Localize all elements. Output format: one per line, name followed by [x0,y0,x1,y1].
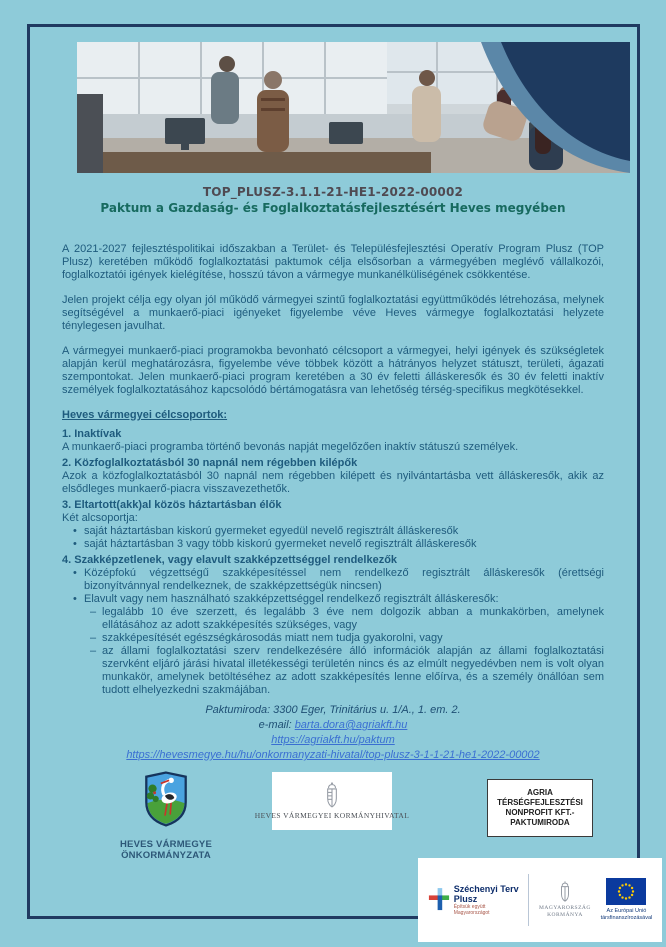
agria-caption: AGRIA TÉRSÉGFEJLESZTÉSI NONPROFIT KFT.- PAKTUMIRODA [497,788,583,827]
paragraph-3: A vármegyei munkaerő-piaci programokba bevonható célcsoport a vármegyei, helyi igények és szükségletek alapján kerül meghatározásra, figyelembe véve többek között a hátrányos helyzet státuszt, területi, ágazati szempontokat. Jelen munkaerő-piaci program keretében a 30 év feletti álláskeresők és 30 év feletti inaktív személyek foglalkoztatásához kapcsolódó bértámogatásra van lehetőség térség-specifikus megkötésekkel. [62,345,604,396]
footer-divider [528,874,529,926]
funding-logos-box [418,858,662,942]
email-link[interactable]: barta.dora@agriakft.hu [294,719,408,731]
paragraph-2: Jelen projekt célja egy olyan jól működő vármegyei szintű foglalkoztatási együttműködés létrehozása, melynek segítségével a munkaerő-piaci igényeket figyelembe véve Heves vármegye foglalkoztatási helyzete ténylegesen javulhat. [62,294,604,332]
group-4-bullet-1: • Középfokú végzettségű szakképesítéssel nem rendelkező regisztrált álláskeresők (érettségi bizonyítvánnyal rendelkeznek, de szakképzettségük nincsen) [62,567,604,593]
agria-logo-box [487,779,593,837]
szechenyi-plus-icon [428,887,450,913]
group-4-bullet-2: • Elavult vagy nem használható szakképzettséggel rendelkező regisztrált álláskeresők: [62,593,604,606]
group-3-bullet-2: • saját háztartásban 3 vagy több kiskorú gyermeket nevelő regisztrált álláskeresők [62,538,604,551]
email-label: e-mail: [258,719,295,731]
group-4-dash-1: – legalább 10 éve szerzett, és legalább 3 éve nem dolgozik abban a munkakörben, amelynek ellátásához az adott szakképesítés szükséges, vagy [62,606,604,632]
group-4-dash-3: – az állami foglalkoztatási szerv rendelkezésére álló információk alapján az állami foglalkoztatási szervként eljáró járási hivatal illetékességi területén nincs és az elmúlt negyedévben nem is volt olyan munkakör, amelynek betöltéséhez az adott szakképesítés lenne előírva, és a személy önállóan sem tudott elhelyezkedni szakmájában. [62,645,604,697]
office-photo-illustration [77,42,630,173]
group-4-title: 4. Szakképzetlenek, vagy elavult szakképzettséggel rendelkezők [62,554,398,566]
eu-caption: Az Európai Unió társfinanszírozásával [600,908,653,921]
szechenyi-text: Széchenyi Terv Plusz Építsük együtt Magyarországot [453,884,519,916]
header-photo [77,42,630,173]
group-3-bullet-1: • saját háztartásban kiskorú gyermeket egyedül nevelő regisztrált álláskeresők [62,525,604,538]
body-content [62,243,604,697]
paragraph-1: A 2021-2027 fejlesztéspolitikai időszakban a Terület- és Településfejlesztési Operatív Program Plusz (TOP Plusz) keretében működő foglalkoztatási paktumok célja elsősorban a vármegyében meglévő vállalkozói, foglalkoztatói igények kielégítése, hosszú távon a vármegye munkanélküliségének csökkentése. [62,243,604,281]
heves-county-logo [116,771,216,861]
project-code-title: TOP_PLUSZ-3.1.1-21-HE1-2022-00002 [202,185,464,199]
heves-caption: HEVES VÁRMEGYE ÖNKORMÁNYZATA [119,839,212,861]
heves-coat-of-arms [142,771,190,827]
eu-flag-icon [606,878,646,905]
group-1-title: 1. Inaktívak [62,428,122,440]
contact-email-line [62,718,604,733]
hevesmegye-link[interactable]: https://hevesmegye.hu/hu/onkormanyzati-hivatal/top-plusz-3-1-1-21-he1-2022-00002 [126,749,540,761]
szechenyi-tagline: Építsük együtt Magyarországot [453,904,490,916]
contact-link-line-2 [62,748,604,763]
kormanyhivatal-logo-box [254,772,410,830]
group-3-desc: Két alcsoportja: [62,512,138,524]
contact-link-line-1 [62,733,604,748]
group-3-title: 3. Eltartott(akk)al közös háztartásban élők [62,499,282,511]
kormanyhivatal-caption: HEVES VÁRMEGYEI KORMÁNYHIVATAL [254,811,410,820]
eu-cofinancing-logo [601,878,653,922]
hungary-coat-of-arms-small [558,881,572,902]
project-name-title: Paktum a Gazdaság- és Foglalkoztatásfejlesztésért Heves megyében [100,201,566,215]
hungary-government-logo [539,881,591,919]
contact-block [62,703,604,763]
hungary-coat-of-arms-gray [323,782,341,808]
target-groups-heading: Heves vármegyei célcsoportok: [62,409,228,421]
contact-address: Paktumiroda: 3300 Eger, Trinitárius u. 1/A., 1. em. 2. [205,704,461,716]
title-block [62,185,604,215]
group-1-desc: A munkaerő-piaci programba történő bevonás napját megelőzően inaktív státuszú személyek. [62,441,519,453]
group-2-desc: Azok a közfoglalkoztatásból 30 napnál nem régebben kilépett és nyilvántartásba vett álláskeresők, akik az elsődleges munkaerő-piacra visszavezethetők. [62,470,604,495]
government-caption: MAGYARORSZÁG KORMÁNYA [539,905,591,918]
szechenyi-terv-plusz-logo [428,884,519,916]
group-2-title: 2. Közfoglalkoztatásból 30 napnál nem régebben kilépők [62,457,358,469]
agria-paktum-link[interactable]: https://agriakft.hu/paktum [271,734,395,746]
group-4-dash-2: – szakképesítését egészségkárosodás miatt nem tudja gyakorolni, vagy [62,632,604,645]
